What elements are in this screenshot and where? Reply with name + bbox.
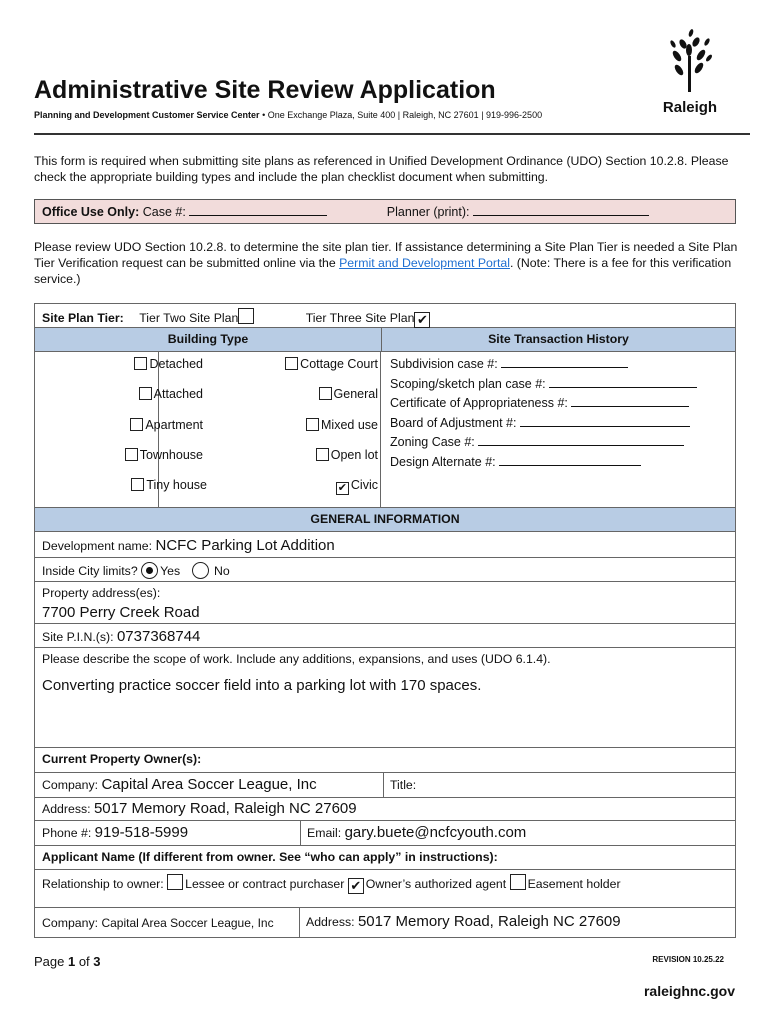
label: Scoping/sketch plan case #: [390,376,546,391]
bt-tiny-house[interactable] [40,478,207,492]
label: General [333,387,378,401]
boa-field[interactable] [390,414,697,434]
owner-phone-row [34,821,736,846]
applicant-company-value[interactable]: Capital Area Soccer League, Inc [101,916,274,930]
lessee-label: Lessee or contract purchaser [185,877,345,891]
subdivision-field[interactable] [390,355,697,375]
label: Company: [42,778,99,792]
dev-name-value[interactable]: NCFC Parking Lot Addition [155,537,335,554]
building-header-row [34,328,736,352]
website-text: raleighnc.gov [643,983,735,999]
planner-label: Planner (print): [386,205,470,219]
label: of [75,954,94,969]
agent-checkbox[interactable]: ✔ [348,878,364,894]
owner-title-field[interactable]: Title: [383,773,422,797]
owner-phone-value[interactable]: 919-518-5999 [94,824,189,841]
case-label: Case #: [142,205,186,219]
checkbox[interactable] [316,448,329,461]
label: Company: [42,916,99,930]
city-limits-row [34,558,736,582]
label: Development name: [42,539,153,553]
label: Phone #: [42,826,92,840]
relationship-row [34,870,736,908]
scoping-field[interactable] [390,375,697,395]
bt-townhouse[interactable] [40,448,203,462]
checkbox[interactable] [139,387,152,400]
label: Email: [307,826,342,840]
applicant-company-row [34,908,736,938]
label: Open lot [330,448,378,462]
zoning-field[interactable] [390,433,697,453]
tier-two-label: Tier Two Site Plan [139,311,239,325]
property-address-value[interactable]: 7700 Perry Creek Road [42,604,200,621]
bt-open-lot[interactable] [210,448,378,462]
label: Certificate of Appropriateness #: [390,396,568,410]
label: Apartment [145,418,203,432]
tier-label: Site Plan Tier: [42,311,124,325]
design-alternate-field[interactable] [390,453,697,473]
owner-company-value[interactable]: Capital Area Soccer League, Inc [101,776,317,793]
label: Property address(es): [42,586,161,600]
owner-address-value[interactable]: 5017 Memory Road, Raleigh NC 27609 [93,800,357,817]
dev-name-row[interactable] [34,532,736,558]
label: Board of Adjustment #: [390,415,517,430]
checkbox[interactable] [134,357,147,370]
label: Address: [42,802,91,816]
applicant-header: Applicant Name (If different from owner. See “who can apply” in instructions): [34,846,736,870]
no-label: No [214,564,230,578]
pin-row[interactable] [34,624,736,648]
page-total: 3 [93,954,101,969]
label: Subdivision case #: [390,357,498,371]
label: Page [34,954,68,969]
easement-checkbox[interactable] [510,874,526,890]
lessee-checkbox[interactable] [167,874,183,890]
transaction-header: Site Transaction History [381,328,735,351]
owner-header: Current Property Owner(s): [34,748,736,773]
page-number [34,954,101,969]
subtitle-org: Planning and Development Customer Service Center [34,110,260,120]
owner-address-row [34,798,736,821]
scope-value[interactable]: Converting practice soccer field into a parking lot with 170 spaces. [42,677,482,694]
tier-row [34,303,736,328]
label: Zoning Case #: [390,435,475,449]
bt-mixed-use[interactable] [210,418,378,432]
page-title: Administrative Site Review Application [34,76,496,104]
subtitle [34,110,542,120]
portal-link[interactable]: Permit and Development Portal [339,256,510,270]
yes-radio[interactable] [141,562,158,579]
tier-two-checkbox[interactable] [238,308,254,324]
label: Please describe the scope of work. Include any additions, expansions, and uses (UDO 6.1.4). [42,652,551,666]
building-type-header: Building Type [167,332,249,346]
general-info-header: GENERAL INFORMATION [34,508,736,532]
coa-field[interactable] [390,394,697,414]
logo-text: Raleigh [662,99,718,116]
label: Site P.I.N.(s): [42,630,114,644]
owner-company-row [34,773,736,798]
label: Cottage Court [300,357,378,371]
pin-value[interactable]: 0737368744 [116,628,201,645]
bt-cottage-court[interactable] [210,357,378,371]
intro-text: This form is required when submitting site plans as referenced in Unified Development Ordinance (UDO) Section 10.2.8. Please check the appropriate building types and include the plan checklist document when submitting. [34,154,729,184]
no-radio[interactable] [192,562,209,579]
header-divider [34,133,750,135]
case-field[interactable] [189,204,327,216]
bt-detached[interactable] [40,357,203,371]
office-label: Office Use Only: [42,205,140,219]
label: Address: [306,915,355,929]
label: Design Alternate #: [390,454,496,469]
checkbox[interactable] [285,357,298,370]
property-address-row[interactable] [34,582,736,624]
agent-label: Owner’s authorized agent [365,877,507,891]
checkbox[interactable] [130,418,143,431]
planner-field[interactable] [473,204,649,216]
checkbox[interactable] [125,448,138,461]
raleigh-logo [655,28,725,116]
bt-general[interactable] [210,387,378,401]
label: Inside City limits? [42,564,138,578]
bt-apartment[interactable] [40,418,203,432]
tier-three-checkbox[interactable]: ✔ [414,312,430,328]
review-text-2: . (Note: There is a fee for this verification service.) [34,256,732,286]
tree-icon [665,28,715,92]
page-current: 1 [67,954,76,969]
revision-text: REVISION 10.25.22 [652,955,724,964]
applicant-address-value[interactable]: 5017 Memory Road, Raleigh NC 27609 [357,913,621,930]
review-text-1: Please review UDO Section 10.2.8. to determine the site plan tier. If assistance determining a Site Plan Tier is needed a Site Plan Tier Verification request can be submitted online via the [34,240,738,270]
yes-label: Yes [160,564,181,578]
label: Attached [153,387,203,401]
label: Tiny house [146,478,207,492]
checkbox[interactable] [306,418,319,431]
office-use-box [34,199,736,224]
divider [380,352,381,508]
bt-civic[interactable] [210,478,378,495]
review-text [34,239,739,287]
bt-attached[interactable] [40,387,203,401]
tier-three-label: Tier Three Site Plan [305,311,415,325]
label: Relationship to owner: [42,877,164,891]
label: Detached [149,357,203,371]
subtitle-address: • One Exchange Plaza, Suite 400 | Raleigh, NC 27601 | 919-996-2500 [259,110,543,120]
label: Townhouse [139,448,203,462]
checkbox[interactable] [319,387,332,400]
checkbox[interactable]: ✔ [337,482,348,494]
label: Civic [350,478,378,492]
easement-label: Easement holder [527,877,621,891]
scope-row[interactable] [34,648,736,748]
checkbox[interactable] [131,478,144,491]
label: Mixed use [321,418,378,432]
owner-email-value[interactable]: gary.buete@ncfcyouth.com [344,824,527,841]
transaction-list [390,355,697,472]
